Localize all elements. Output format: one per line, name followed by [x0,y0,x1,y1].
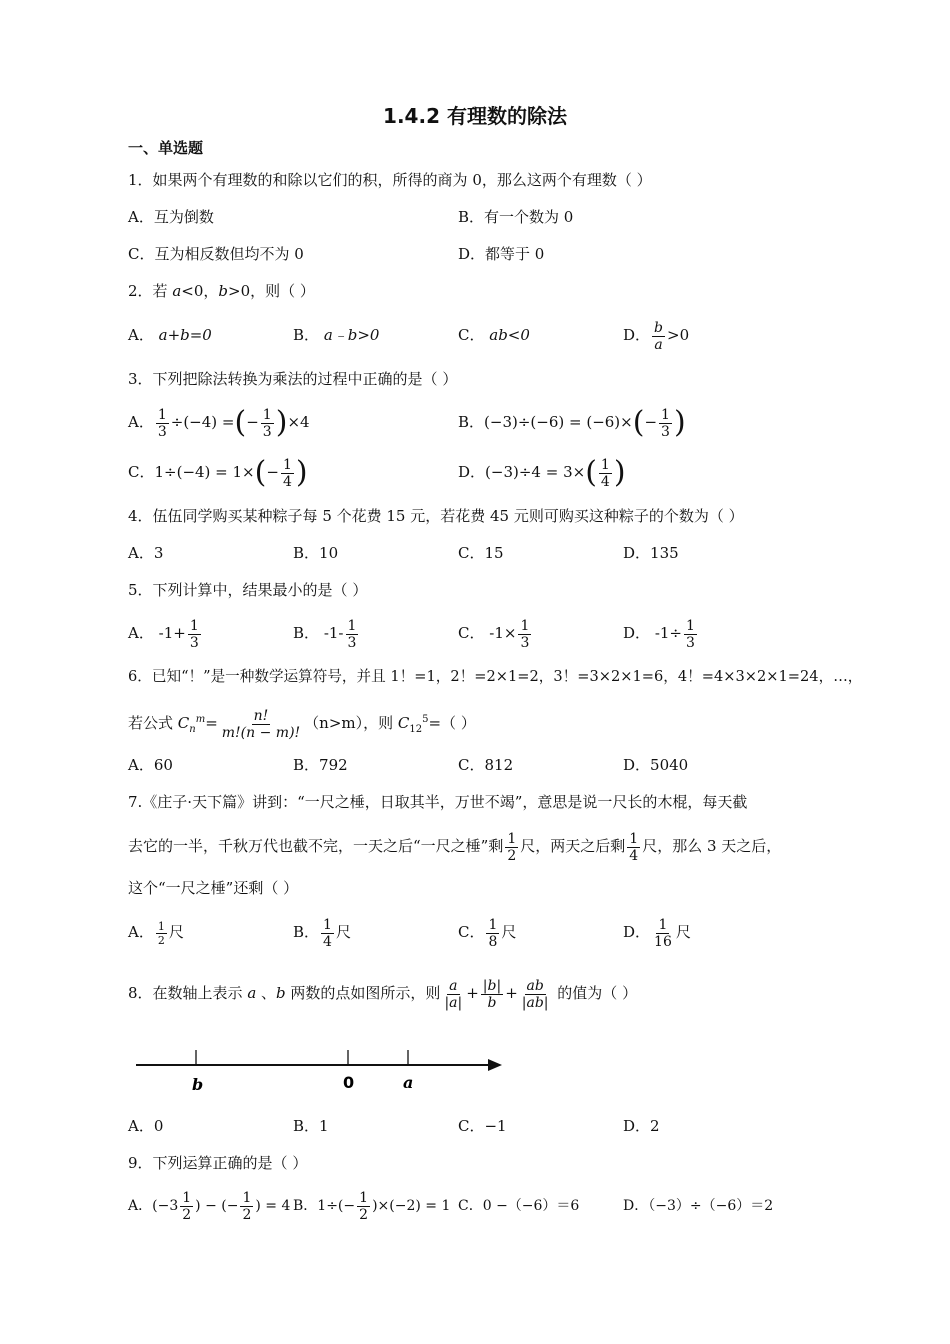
q3-stem: 3．下列把除法转换为乘法的过程中正确的是（ ） [128,370,458,388]
q6-option-a[interactable]: A．60 [128,756,173,774]
q7-option-d[interactable]: D． $\frac{1}{16}$ 尺 [623,916,691,950]
q4-option-c[interactable]: C．15 [458,544,504,562]
q6-option-c[interactable]: C．812 [458,756,514,774]
q1-option-c[interactable]: C．互为相反数但均不为 0 [128,245,304,263]
number-line [130,1040,510,1100]
label-0: 0 [343,1073,355,1092]
q2-option-a[interactable]: A． a+b=0 [128,326,212,344]
q8-option-a[interactable]: A．0 [128,1117,164,1135]
label-b: b [192,1075,204,1094]
q9-option-c[interactable]: C．0 −（−6）＝6 [458,1198,580,1214]
label-a: a [403,1073,414,1092]
q9-option-b[interactable]: B．1÷(− $\frac{1}{2}$ )×(−2) = 1 [293,1189,451,1223]
q4-option-a[interactable]: A．3 [128,544,164,562]
q2-option-c[interactable]: C． ab<0 [458,326,530,344]
q2-option-d[interactable]: D． $\frac{b}{a}$ >0 [623,319,690,353]
q3-option-c[interactable]: C．1÷(−4) = 1×(− $\frac{1}{4}$ ) [128,455,308,490]
q6-option-d[interactable]: D．5040 [623,756,689,774]
q4-stem: 4．伍伍同学购买某种粽子每 5 个花费 15 元，若花费 45 元则可购买这种粽子的个数为（ ） [128,507,744,525]
q7-option-b[interactable]: B． $\frac{1}{4}$ 尺 [293,916,351,950]
q5-option-c[interactable]: C． -1× $\frac{1}{3}$ [458,617,530,651]
q7-line3: 这个“一尺之棰”还剩（ ） [128,879,299,897]
page-title: 1.4.2 有理数的除法 [383,104,567,128]
q4-option-b[interactable]: B．10 [293,544,339,562]
q8-stem: 8．在数轴上表示 a 、b 两数的点如图所示，则 $\frac{a}{|a|}$ + $\frac{|b|}{b}$ + $\frac{ab}{|ab|}$ 的值为（ ） [128,977,638,1011]
q7-line1: 7.《庄子·天下篇》讲到：“一尺之棰，日取其半，万世不竭”，意思是说一尺长的木棍，每天截 [128,793,748,811]
q9-option-a[interactable]: A．(−3 $\frac{1}{2}$ ) − (− $\frac{1}{2}$ ) = 4 [128,1189,291,1223]
q6-formula: 若公式 $C_n^m=$ $\frac{n!}{m!(n - m)!}$ （n>m），则 $C_{12}^5=$（ ） [128,707,476,741]
q4-option-d[interactable]: D．135 [623,544,679,562]
q2-stem: 2．若 a<0，b>0，则（ ） [128,282,315,300]
q3-option-a[interactable]: A． $\frac{1}{3}$ ÷(−4) =(− $\frac{1}{3}$ )×4 [128,405,310,440]
q5-option-b[interactable]: B． -1- $\frac{1}{3}$ [293,617,357,651]
q8-option-b[interactable]: B．1 [293,1117,329,1135]
q5-option-d[interactable]: D． -1÷ $\frac{1}{3}$ [623,617,695,651]
q3-option-b[interactable]: B．(−3)÷(−6) = (−6)×(− $\frac{1}{3}$ ) [458,405,686,440]
q3-option-d[interactable]: D．(−3)÷4 = 3×( $\frac{1}{4}$ ) [458,455,626,490]
q1-option-d[interactable]: D．都等于 0 [458,245,545,263]
q6-option-b[interactable]: B．792 [293,756,348,774]
q9-option-d[interactable]: D．（−3）÷（−6）＝2 [623,1198,774,1214]
q1-option-a[interactable]: A．互为倒数 [128,208,214,226]
q8-option-c[interactable]: C．−1 [458,1117,507,1135]
section-heading: 一、单选题 [128,139,204,157]
number-line-arrow [488,1059,502,1071]
q7-line2: 去它的一半，千秋万代也截不完，一天之后“一尺之棰”剩 $\frac{1}{2}$ 尺，两天之后剩 $\frac{1}{4}$ 尺，那么 3 天之后， [128,830,782,864]
q1-stem: 1．如果两个有理数的和除以它们的积，所得的商为 0，那么这两个有理数（ ） [128,171,652,189]
q5-stem: 5．下列计算中，结果最小的是（ ） [128,581,368,599]
q1-option-b[interactable]: B．有一个数为 0 [458,208,574,226]
q2-option-b[interactable]: B． a﹣b>0 [293,326,380,344]
q7-option-c[interactable]: C． $\frac{1}{8}$ 尺 [458,916,517,950]
q6-stem: 6．已知“！”是一种数学运算符号，并且 1！=1，2！=2×1=2，3！=3×2×1=6，4！=4×3×2×1=24，…， [128,668,863,685]
q9-stem: 9．下列运算正确的是（ ） [128,1154,308,1172]
q5-option-a[interactable]: A． -1+ $\frac{1}{3}$ [128,617,199,651]
q8-option-d[interactable]: D．2 [623,1117,660,1135]
q7-option-a[interactable]: A． $\frac{1}{2}$ 尺 [128,919,184,947]
